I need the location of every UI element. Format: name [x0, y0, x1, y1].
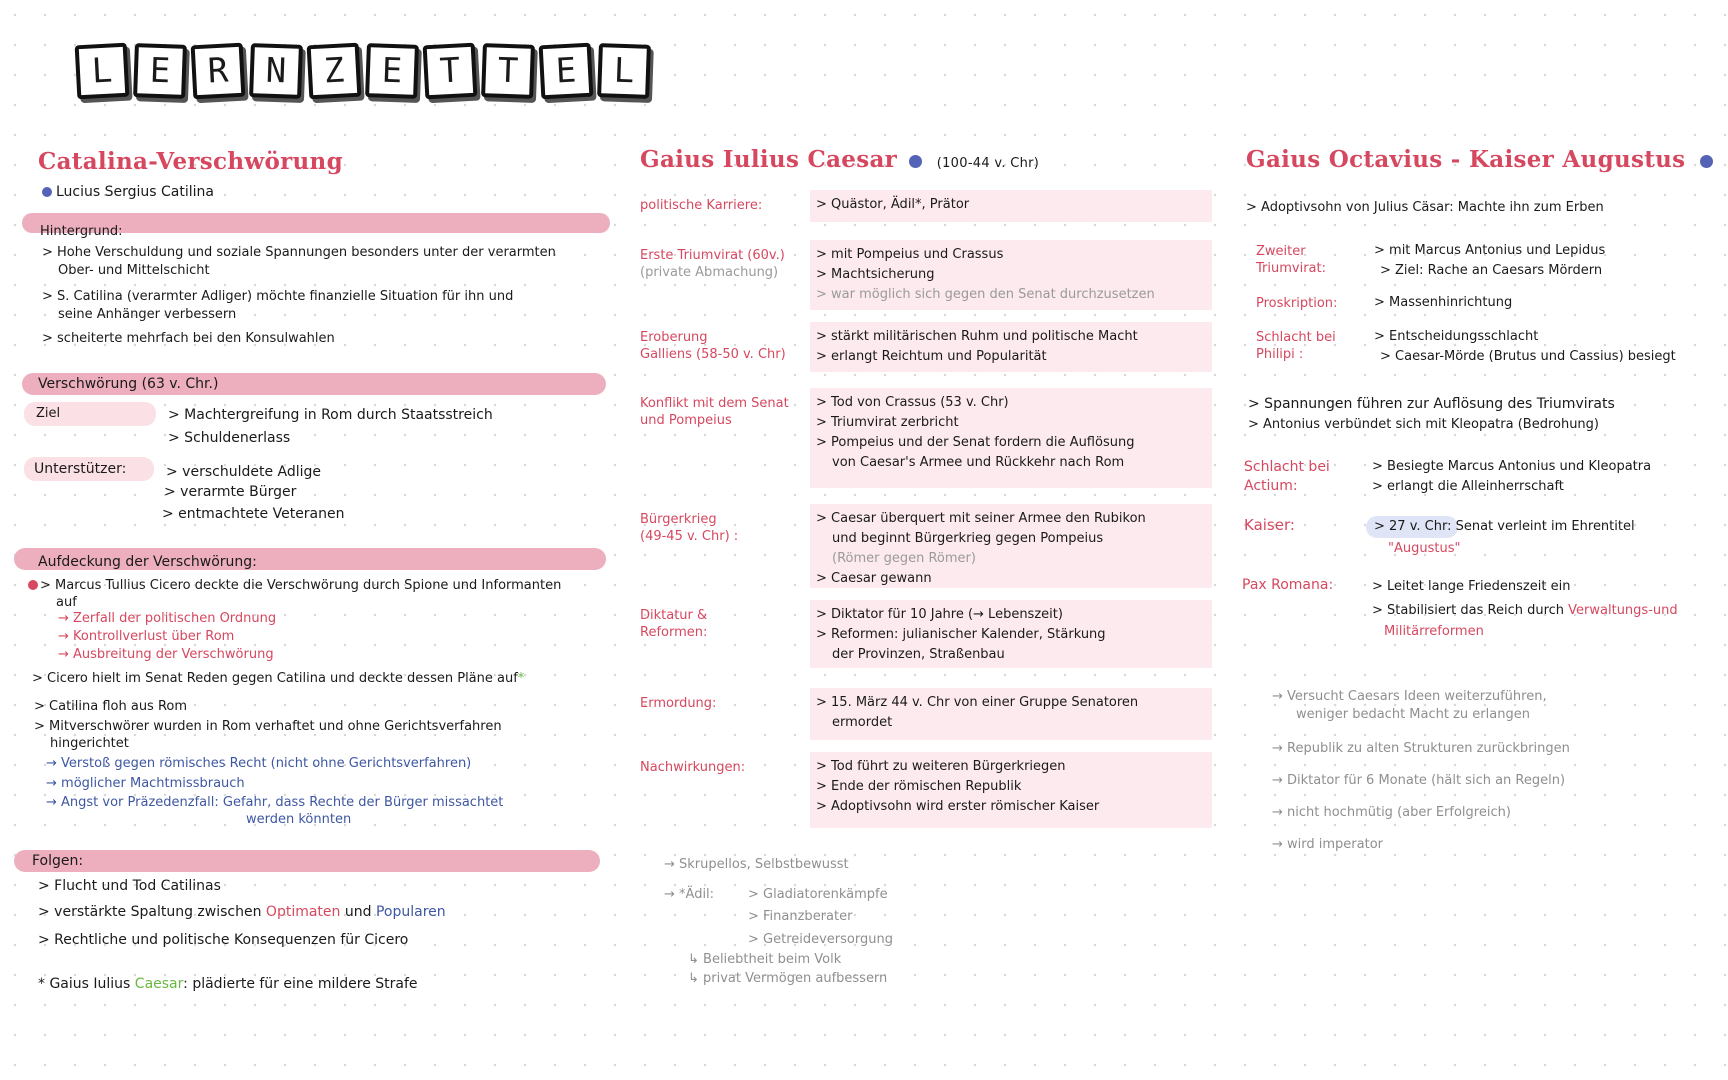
bullet-dot: [42, 187, 52, 197]
actium-label: Schlacht bei: [1244, 459, 1330, 475]
folgen-item: > Flucht und Tod Catilinas: [38, 878, 221, 894]
augustus-row-item: > mit Marcus Antonius und Lepidus: [1374, 243, 1606, 258]
aedil-sub: ↳ Beliebtheit beim Volk: [688, 952, 842, 967]
caesar-row-label: Reformen:: [640, 625, 708, 640]
caesar-row-label: Nachwirkungen:: [640, 760, 746, 775]
title-letter: T: [481, 43, 535, 99]
caesar-row-item: > Caesar gewann: [816, 571, 932, 586]
title-letter: R: [191, 43, 246, 100]
kaiser-label: Kaiser:: [1244, 516, 1295, 534]
augustus-row-item: > Entscheidungsschlacht: [1374, 329, 1539, 344]
caesar-row-item: > war möglich sich gegen den Senat durchzusetzen: [816, 287, 1155, 302]
heading-catilina: Catalina-Verschwörung: [38, 148, 343, 175]
caesar-row-item: ermordet: [832, 715, 893, 730]
aedil-sub: ↳ privat Vermögen aufbessern: [688, 971, 888, 986]
augustus-note: → Diktator für 6 Monate (hält sich an Regeln): [1272, 773, 1566, 788]
caesar-row-item: (Römer gegen Römer): [832, 551, 976, 566]
mitver-line: hingerichtet: [50, 736, 129, 751]
cicero-line: > Marcus Tullius Cicero deckte die Verschwörung durch Spione und Informanten: [40, 578, 562, 593]
unterstuetzer-label: Unterstützer:: [34, 461, 127, 477]
caesar-row-item: > Ende der römischen Republik: [816, 779, 1022, 794]
verschwoerung-label: Verschwörung (63 v. Chr.): [38, 376, 219, 392]
critique-item: werden könnten: [246, 812, 352, 827]
caesar-row-label: Ermordung:: [640, 696, 717, 711]
mitver-line: > Mitverschwörer wurden in Rom verhaftet und ohne Gerichtsverfahren: [34, 719, 502, 734]
augustus-row-label: Triumvirat:: [1256, 261, 1326, 276]
augustus-row-label: Schlacht bei: [1256, 330, 1336, 345]
pax-item: > Stabilisiert das Reich durch Verwaltungs-und: [1372, 603, 1678, 618]
title-letter: E: [539, 43, 594, 100]
caesar-row-label: (private Abmachung): [640, 265, 779, 280]
folgen-label: Folgen:: [32, 853, 84, 869]
caesar-row-label: Diktatur &: [640, 608, 708, 623]
ziel-item: > Schuldenerlass: [168, 430, 291, 446]
title-letter: L: [75, 43, 130, 100]
caesar-row-item: > 15. März 44 v. Chr von einer Gruppe Senatoren: [816, 695, 1139, 710]
hintergrund-item: seine Anhänger verbessern: [58, 307, 237, 322]
caesar-row-label: Erste Triumvirat (60v.): [640, 248, 785, 263]
folgen-item: > verstärkte Spaltung zwischen Optimaten und Popularen: [38, 904, 446, 920]
hintergrund-item: > S. Catilina (verarmter Adliger) möchte finanzielle Situation für ihn und: [42, 289, 514, 304]
title-letter: L: [597, 43, 651, 99]
critique-item: → Angst vor Präzedenzfall: Gefahr, dass Rechte der Bürger missachtet: [46, 795, 504, 810]
page-title: [76, 44, 656, 98]
bullet-dot: [909, 155, 922, 168]
caesar-row-item: > Reformen: julianischer Kalender, Stärkung: [816, 627, 1106, 642]
aedil-item: > Getreideversorgung: [748, 932, 893, 947]
folgen-item: > Rechtliche und politische Konsequenzen für Cicero: [38, 932, 409, 948]
augustus-note: weniger bedacht Macht zu erlangen: [1296, 707, 1530, 722]
caesar-row-label: politische Karriere:: [640, 198, 763, 213]
caesar-row-item: > Caesar überquert mit seiner Armee den Rubikon: [816, 511, 1146, 526]
unterstuetzer-item: > verarmte Bürger: [164, 484, 297, 500]
consequence-item: → Ausbreitung der Verschwörung: [58, 647, 274, 662]
aedil-item: > Gladiatorenkämpfe: [748, 887, 888, 902]
caesar-row-label: Eroberung: [640, 330, 708, 345]
hintergrund-item: > scheiterte mehrfach bei den Konsulwahlen: [42, 331, 335, 346]
consequence-item: → Zerfall der politischen Ordnung: [58, 611, 277, 626]
actium-item: > Besiegte Marcus Antonius und Kleopatra: [1372, 459, 1652, 474]
ziel-item: > Machtergreifung in Rom durch Staatsstreich: [168, 407, 493, 423]
consequence-item: → Kontrollverlust über Rom: [58, 629, 235, 644]
augustus-row-label: Zweiter: [1256, 244, 1306, 259]
heading-augustus: Gaius Octavius - Kaiser Augustus: [1246, 146, 1713, 173]
critique-item: → möglicher Machtmissbrauch: [46, 776, 245, 791]
caesar-row-label: Galliens (58-50 v. Chr): [640, 347, 786, 362]
ziel-label: Ziel: [36, 406, 61, 421]
unterstuetzer-item: > verschuldete Adlige: [166, 464, 322, 480]
spannungen-item: > Antonius verbündet sich mit Kleopatra (Bedrohung): [1248, 417, 1599, 432]
augustus-row-item: > Caesar-Mörde (Brutus und Cassius) besiegt: [1380, 349, 1676, 364]
caesar-row-label: (49-45 v. Chr) :: [640, 529, 739, 544]
critique-item: → Verstoß gegen römisches Recht (nicht ohne Gerichtsverfahren): [46, 756, 472, 771]
caesar-row-item: > Adoptivsohn wird erster römischer Kaiser: [816, 799, 1100, 814]
adoption-line: > Adoptivsohn von Julius Cäsar: Machte ihn zum Erben: [1246, 200, 1604, 215]
caesar-row-label: Konflikt mit dem Senat: [640, 396, 789, 411]
title-letter: E: [133, 43, 187, 99]
caesar-row-item: > Quästor, Ädil*, Prätor: [816, 197, 970, 212]
title-letter: E: [365, 43, 419, 99]
augustus-row-item: > Ziel: Rache an Caesars Mördern: [1380, 263, 1603, 278]
augustus-row-item: > Massenhinrichtung: [1374, 295, 1513, 310]
caesar-row-item: > Pompeius und der Senat fordern die Auflösung: [816, 435, 1135, 450]
caesar-row-item: > Machtsicherung: [816, 267, 935, 282]
star-icon: *: [517, 671, 525, 686]
augustus-title: "Augustus": [1388, 541, 1461, 556]
person-catilina: Lucius Sergius Catilina: [42, 182, 214, 202]
aufdeckung-label: Aufdeckung der Verschwörung:: [38, 554, 257, 570]
hintergrund-item: Ober- und Mittelschicht: [58, 263, 210, 278]
aedil-item: > Finanzberater: [748, 909, 853, 924]
augustus-row-label: Proskription:: [1256, 296, 1338, 311]
caesar-footnote: * Gaius Iulius Caesar: plädierte für eine mildere Strafe: [38, 976, 418, 992]
caesar-row-label: Bürgerkrieg: [640, 512, 717, 527]
hintergrund-item: > Hohe Verschuldung und soziale Spannungen besonders unter der verarmten: [42, 245, 556, 260]
caesar-row-item: der Provinzen, Straßenbau: [832, 647, 1005, 662]
title-letter: N: [249, 43, 303, 99]
red-dot-icon: [28, 580, 38, 590]
title-letter: T: [423, 43, 478, 100]
heading-caesar: Gaius Iulius Caesar (100-44 v. Chr): [640, 146, 1040, 173]
caesar-row-item: > stärkt militärischen Ruhm und politische Macht: [816, 329, 1138, 344]
caesar-row-item: > mit Pompeius und Crassus: [816, 247, 1004, 262]
cicero-line: auf: [56, 595, 77, 610]
spannungen-item: > Spannungen führen zur Auflösung des Triumvirats: [1248, 396, 1615, 412]
flucht-line: > Catilina floh aus Rom: [34, 699, 188, 714]
caesar-row-item: > Tod führt zu weiteren Bürgerkriegen: [816, 759, 1066, 774]
bullet-dot: [1700, 155, 1713, 168]
augustus-note: → nicht hochmütig (aber Erfolgreich): [1272, 805, 1511, 820]
caesar-row-item: und beginnt Bürgerkrieg gegen Pompeius: [832, 531, 1104, 546]
actium-label: Actium:: [1244, 478, 1298, 494]
caesar-row-item: > Diktator für 10 Jahre (→ Lebenszeit): [816, 607, 1063, 622]
augustus-note: → Republik zu alten Strukturen zurückbringen: [1272, 741, 1570, 756]
folgen-bar: [14, 850, 600, 872]
caesar-row-item: > Triumvirat zerbricht: [816, 415, 959, 430]
hintergrund-label: Hintergrund:: [40, 224, 123, 239]
pax-item: > Leitet lange Friedenszeit ein: [1372, 579, 1571, 594]
unterstuetzer-item: > entmachtete Veteranen: [162, 506, 345, 522]
caesar-row-item: von Caesar's Armee und Rückkehr nach Rom: [832, 455, 1125, 470]
augustus-note: → wird imperator: [1272, 837, 1384, 852]
pax-item: Militärreformen: [1384, 624, 1484, 639]
cicero-senat: > Cicero hielt im Senat Reden gegen Catilina und deckte dessen Pläne auf*: [32, 671, 525, 686]
caesar-row-item: > erlangt Reichtum und Popularität: [816, 349, 1047, 364]
aedil-label: → *Ädil:: [664, 887, 715, 902]
caesar-note: → Skrupellos, Selbstbewusst: [664, 857, 849, 872]
augustus-note: → Versucht Caesars Ideen weiterzuführen,: [1272, 689, 1547, 704]
caesar-row-item: > Tod von Crassus (53 v. Chr): [816, 395, 1009, 410]
actium-item: > erlangt die Alleinherrschaft: [1372, 479, 1564, 494]
kaiser-line: > 27 v. Chr: Senat verleint im Ehrentitel: [1374, 519, 1635, 534]
caesar-row-label: und Pompeius: [640, 413, 732, 428]
pax-label: Pax Romana:: [1242, 577, 1334, 593]
title-letter: Z: [307, 43, 362, 100]
augustus-row-label: Philipi :: [1256, 347, 1304, 362]
